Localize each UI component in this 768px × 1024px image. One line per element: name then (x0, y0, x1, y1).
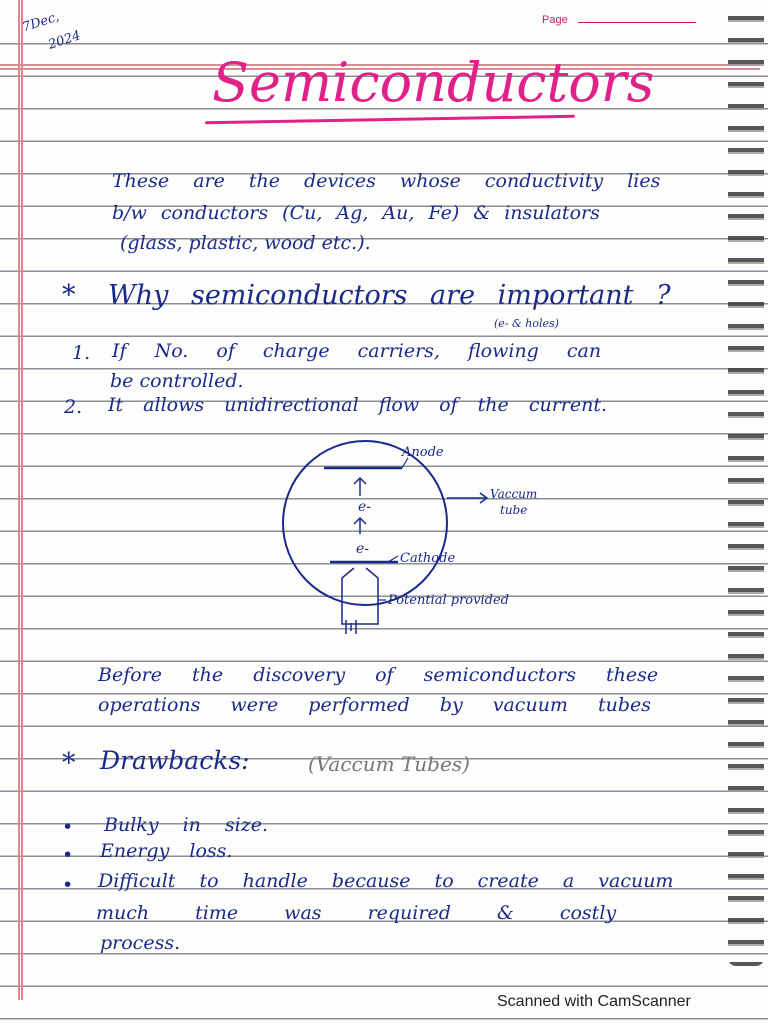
potential-circuit (342, 568, 378, 624)
definition-line-2: b/w conductors (Cu, Ag, Au, Fe) & insulators (112, 202, 600, 224)
vacuum-tube-diagram (280, 438, 580, 648)
page-title: Semiconductors (212, 51, 655, 114)
date: 7Dec, (20, 9, 62, 36)
drawbacks-marker: * (62, 748, 76, 779)
margin-line-inner (21, 0, 23, 1000)
spiral-binding (728, 6, 764, 966)
before-line-2: operations were performed by vacuum tubes (98, 694, 652, 716)
drawback-2-text: Energy loss. (100, 840, 233, 862)
date-year: 2024 (46, 28, 83, 53)
point-1-line-2: be controlled. (110, 370, 244, 392)
vacuum-label-1: Vaccum (490, 487, 538, 501)
page-number-line (578, 22, 696, 23)
definition-line-1: These are the devices whose conductivity lies (112, 170, 661, 192)
title-underline (205, 115, 575, 124)
drawback-3-line-3: process. (100, 932, 181, 954)
drawback-1-text: Bulky in size. (104, 814, 269, 836)
drawbacks-subtitle: (Vaccum Tubes) (308, 752, 470, 776)
before-line-1: Before the discovery of semiconductors these (98, 664, 659, 686)
why-heading-marker: * (62, 280, 76, 311)
electron-label-bottom: e- (356, 541, 370, 557)
scanner-watermark: Scanned with CamScanner (497, 993, 691, 1010)
point-2-line-1: It allows unidirectional flow of the current. (108, 394, 608, 416)
point-1-annotation: (e- & holes) (494, 317, 559, 330)
point-2-number: 2. (64, 396, 83, 418)
vacuum-label-2: tube (500, 503, 528, 517)
anode-label: Anode (402, 445, 444, 460)
point-1-line-1: If No. of charge carriers, flowing can (112, 340, 602, 362)
why-heading: Why semiconductors are important ? (108, 280, 671, 311)
definition-line-3: (glass, plastic, wood etc.). (120, 232, 371, 254)
drawback-3-line-1: Difficult to handle because to create a vacuum (98, 870, 674, 892)
drawback-3-line-2: much time was required & costly (96, 902, 617, 924)
potential-label: Potential provided (388, 593, 509, 608)
point-1-number: 1. (72, 342, 91, 364)
drawback-1-bullet: • (62, 816, 74, 838)
cathode-label: Cathode (400, 551, 456, 566)
margin-line (18, 0, 20, 1000)
page-label: Page (542, 14, 568, 26)
drawbacks-heading: Drawbacks: (100, 746, 250, 775)
drawback-3-bullet: • (62, 874, 74, 896)
electron-label-top: e- (358, 499, 372, 515)
drawback-2-bullet: • (62, 844, 74, 866)
